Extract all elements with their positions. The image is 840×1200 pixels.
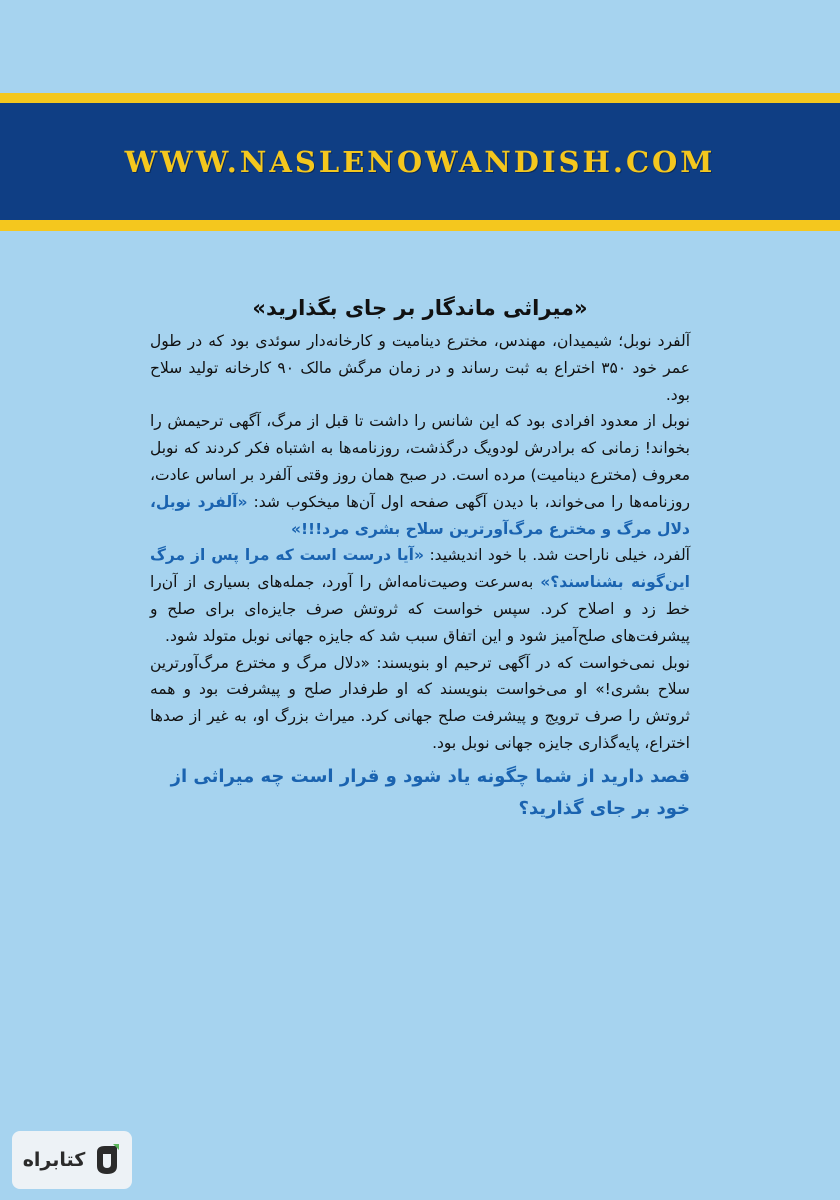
closing-question: قصد دارید از شما چگونه یاد شود و قرار است چه میراثی از خود بر جای گذارید؟ xyxy=(170,765,690,819)
publisher-logo xyxy=(12,1131,132,1189)
paragraph-2 xyxy=(150,408,690,542)
article xyxy=(150,290,690,825)
header-gold-stripe-top xyxy=(0,93,840,103)
website-url: WWW.NASLENOWANDISH.COM xyxy=(124,145,716,179)
nobel-thought-quote: «آیا درست است که مرا پس از مرگ این‌گونه بشناسند؟» xyxy=(150,546,690,592)
paragraph-2-text: نوبل از معدود افرادی بود که این شانس را داشت تا قبل از مرگ، آگهی ترحیمش را بخواند! زمانی که برادرش لودویگ درگذشت، روزنامه‌ها به اشتباه فکر کردند که نوبل معروف (مخترع دینامیت) مرده است. در صبح همان روز وقتی آلفرد بر اساس عادت، روزنامه‌ها را می‌خواند، با دیدن آگهی صفحه اول آن‌ها میخکوب شد: xyxy=(150,412,690,511)
paragraph-4: نوبل نمی‌خواست که در آگهی ترحیم او بنویسند: «دلال مرگ و مخترع مرگ‌آورترین سلاح بشری!» او می‌خواست بنویسند که او طرفدار صلح و پیشرفت بود و همه ثروتش را صرف ترویج و پیشرفت صلح جهانی کرد. میراث بزرگ او، به غیر از صدها اختراع، پایه‌گذاری جایزه جهانی نوبل بود. xyxy=(150,653,690,752)
paragraph-1: آلفرد نوبل؛ شیمیدان، مهندس، مخترع دینامیت و کارخانه‌دار سوئدی بود که در طول عمر خود ۳۵۰ اختراع به ثبت رساند و در زمان مرگش مالک ۹۰ کارخانه تولید سلاح بود. xyxy=(150,332,690,404)
publisher-name: کتابراه xyxy=(22,1149,86,1171)
article-title: «میراثی ماندگار بر جای بگذارید» xyxy=(252,296,588,320)
header-gold-stripe-bottom xyxy=(0,220,840,231)
paragraph-3-text-end: به‌سرعت وصیت‌نامه‌اش را آورد، جمله‌های بسیاری از آن‌را خط زد و اصلاح کرد. سپس خواست که ثروتش صرف جایزه‌ای برای صلح و پیشرفت‌های صلح‌آمیز شود و این اتفاق سبب شد که جایزه جهانی نوبل متولد شود. xyxy=(150,573,690,645)
paragraph-3 xyxy=(150,542,690,649)
book-logo-icon xyxy=(93,1144,121,1176)
headline-quote: «آلفرد نوبل، دلال مرگ و مخترع مرگ‌آورترین سلاح بشری مرد!!!» xyxy=(150,492,690,538)
paragraph-3-text-start: آلفرد، خیلی ناراحت شد. با خود اندیشید: xyxy=(424,546,690,565)
